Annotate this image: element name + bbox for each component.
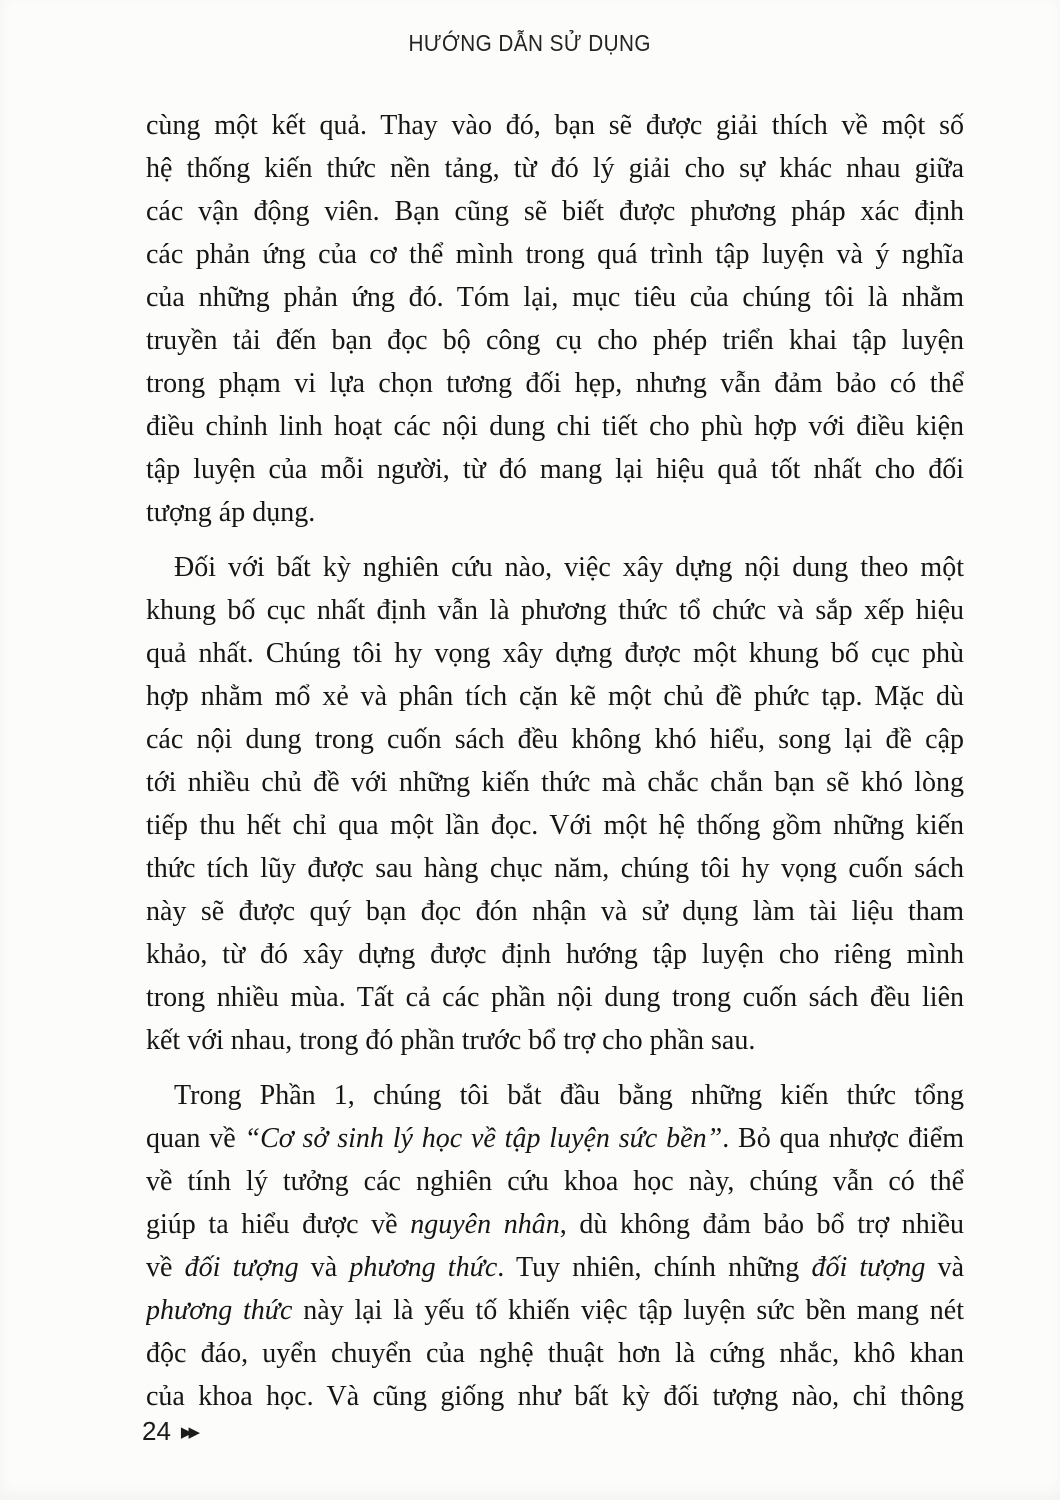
text-line: các vận động viên. Bạn cũng sẽ biết được phương pháp xác định: [146, 196, 964, 227]
fast-forward-icon: ▶▶: [180, 1422, 196, 1441]
text-line: giúp ta hiểu được về nguyên nhân, dù không đảm bảo bổ trợ nhiều: [146, 1209, 964, 1240]
text-line: của khoa học. Và cũng giống như bất kỳ đối tượng nào, chỉ thông: [146, 1381, 964, 1412]
text-line: quan về “Cơ sở sinh lý học về tập luyện sức bền”. Bỏ qua nhược điểm: [146, 1123, 964, 1154]
text-line: về tính lý tưởng các nghiên cứu khoa học này, chúng vẫn có thể: [146, 1166, 964, 1197]
text-line: này sẽ được quý bạn đọc đón nhận và sử dụng làm tài liệu tham: [146, 896, 964, 927]
running-header: [0, 30, 1060, 57]
text-line: thức tích lũy được sau hàng chục năm, chúng tôi hy vọng cuốn sách: [146, 853, 964, 884]
text-line: về đối tượng và phương thức. Tuy nhiên, chính những đối tượng và: [146, 1252, 964, 1283]
text-line: điều chỉnh linh hoạt các nội dung chi tiết cho phù hợp với điều kiện: [146, 411, 964, 442]
text-line: tiếp thu hết chỉ qua một lần đọc. Với một hệ thống gồm những kiến: [146, 810, 964, 841]
text-line: khảo, từ đó xây dựng được định hướng tập luyện cho riêng mình: [146, 939, 964, 970]
text-line: trong phạm vi lựa chọn tương đối hẹp, nhưng vẫn đảm bảo có thể: [146, 368, 964, 399]
text-line: hợp nhằm mổ xẻ và phân tích cặn kẽ một chủ đề phức tạp. Mặc dù: [146, 681, 964, 712]
paragraph: [146, 1074, 964, 1418]
text-line: kết với nhau, trong đó phần trước bổ trợ cho phần sau.: [146, 1025, 756, 1056]
text-line: tới nhiều chủ đề với những kiến thức mà chắc chắn bạn sẽ khó lòng: [146, 767, 964, 798]
text-line: tập luyện của mỗi người, từ đó mang lại hiệu quả tốt nhất cho đối: [146, 454, 964, 485]
text-line: cùng một kết quả. Thay vào đó, bạn sẽ được giải thích về một số: [146, 110, 964, 141]
text-line: của những phản ứng đó. Tóm lại, mục tiêu của chúng tôi là nhằm: [146, 282, 964, 313]
text-line: hệ thống kiến thức nền tảng, từ đó lý giải cho sự khác nhau giữa: [146, 153, 964, 184]
text-line: trong nhiều mùa. Tất cả các phần nội dung trong cuốn sách đều liên: [146, 982, 964, 1013]
text-line: quả nhất. Chúng tôi hy vọng xây dựng được một khung bố cục phù: [146, 638, 964, 669]
text-line: các nội dung trong cuốn sách đều không khó hiểu, song lại đề cập: [146, 724, 964, 755]
text-line: truyền tải đến bạn đọc bộ công cụ cho phép triển khai tập luyện: [146, 325, 964, 356]
text-line: khung bố cục nhất định vẫn là phương thức tổ chức và sắp xếp hiệu: [146, 595, 964, 626]
page-number: 24: [142, 1416, 171, 1446]
text-line: phương thức này lại là yếu tố khiến việc tập luyện sức bền mang nét: [146, 1295, 964, 1326]
body-text: [146, 104, 964, 1418]
text-line: Trong Phần 1, chúng tôi bắt đầu bằng những kiến thức tổng: [174, 1080, 964, 1111]
text-line: độc đáo, uyển chuyển của nghệ thuật hơn là cứng nhắc, khô khan: [146, 1338, 964, 1369]
text-line: tượng áp dụng.: [146, 497, 316, 528]
running-header-text: HƯỚNG DẪN SỬ DỤNG: [408, 30, 652, 56]
text-line: Đối với bất kỳ nghiên cứu nào, việc xây dựng nội dung theo một: [174, 552, 964, 583]
paragraph: [146, 546, 964, 1062]
paragraph: [146, 104, 964, 534]
text-line: các phản ứng của cơ thể mình trong quá trình tập luyện và ý nghĩa: [146, 239, 964, 270]
page-footer: [142, 1414, 200, 1448]
